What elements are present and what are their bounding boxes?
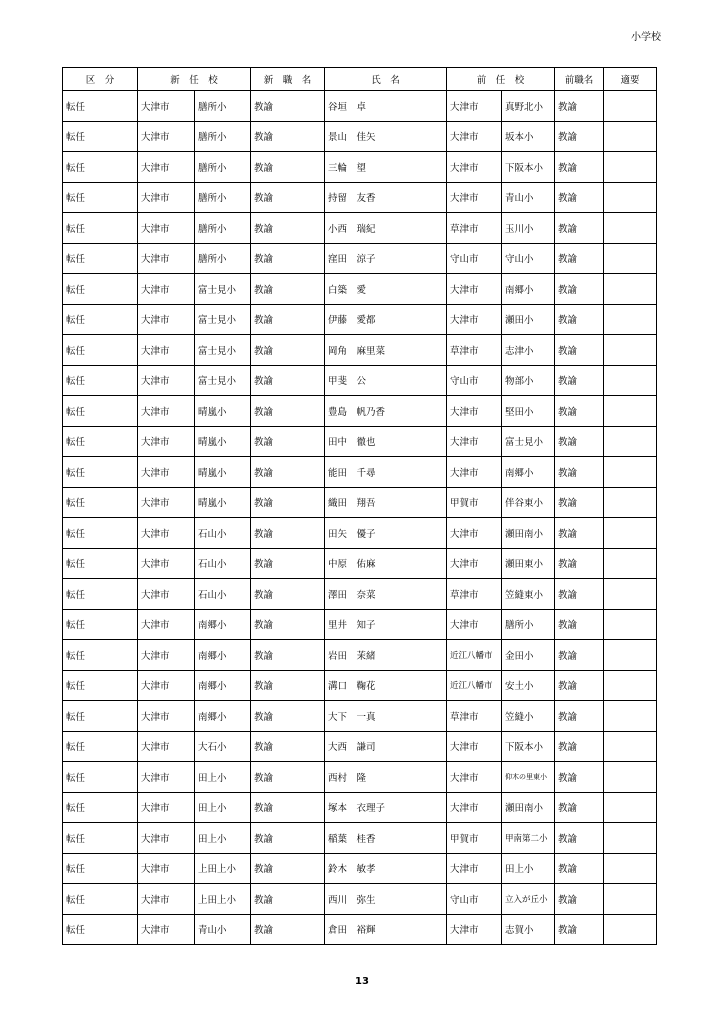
cell-prev-city: 大津市: [447, 396, 502, 427]
cell-category: 転任: [63, 335, 138, 366]
cell-new-position: 教諭: [251, 274, 325, 305]
table-row: [63, 121, 657, 152]
cell-category: 転任: [63, 243, 138, 274]
cell-category: 転任: [63, 182, 138, 213]
cell-new-position: 教諭: [251, 731, 325, 762]
cell-new-position: 教諭: [251, 762, 325, 793]
cell-remarks: [604, 914, 657, 945]
cell-new-position: 教諭: [251, 640, 325, 671]
cell-prev-school: 瀬田南小: [502, 792, 555, 823]
cell-new-school: 石山小: [195, 518, 251, 549]
cell-prev-position: 教諭: [555, 426, 604, 457]
cell-new-school: 南郷小: [195, 670, 251, 701]
table-row: [63, 792, 657, 823]
table-row: [63, 152, 657, 183]
cell-new-city: 大津市: [138, 884, 195, 915]
cell-name: 稲葉 桂香: [325, 823, 447, 854]
cell-prev-school: 青山小: [502, 182, 555, 213]
cell-prev-position: 教諭: [555, 91, 604, 122]
cell-prev-position: 教諭: [555, 121, 604, 152]
cell-prev-position: 教諭: [555, 335, 604, 366]
cell-name: 西村 隆: [325, 762, 447, 793]
cell-remarks: [604, 579, 657, 610]
cell-prev-school: 甲南第二小: [502, 823, 555, 854]
cell-prev-position: 教諭: [555, 731, 604, 762]
header-new-school: 新 任 校: [138, 68, 251, 91]
cell-new-city: 大津市: [138, 823, 195, 854]
cell-new-school: 大石小: [195, 731, 251, 762]
cell-new-school: 南郷小: [195, 701, 251, 732]
cell-new-school: 南郷小: [195, 640, 251, 671]
cell-new-position: 教諭: [251, 914, 325, 945]
cell-new-school: 上田上小: [195, 853, 251, 884]
cell-new-position: 教諭: [251, 518, 325, 549]
cell-prev-city: 大津市: [447, 304, 502, 335]
cell-name: 白築 愛: [325, 274, 447, 305]
cell-new-school: 上田上小: [195, 884, 251, 915]
cell-prev-city: 草津市: [447, 335, 502, 366]
cell-prev-city: 大津市: [447, 853, 502, 884]
cell-remarks: [604, 335, 657, 366]
cell-prev-city: 大津市: [447, 731, 502, 762]
header-prev-position: 前職名: [555, 68, 604, 91]
cell-prev-school: 物部小: [502, 365, 555, 396]
cell-new-school: 田上小: [195, 823, 251, 854]
cell-category: 転任: [63, 731, 138, 762]
cell-remarks: [604, 304, 657, 335]
cell-new-school: 富士見小: [195, 304, 251, 335]
cell-new-city: 大津市: [138, 518, 195, 549]
cell-name: 岩田 茉緒: [325, 640, 447, 671]
cell-category: 転任: [63, 670, 138, 701]
cell-prev-city: 大津市: [447, 762, 502, 793]
cell-new-city: 大津市: [138, 426, 195, 457]
cell-new-position: 教諭: [251, 304, 325, 335]
cell-new-city: 大津市: [138, 670, 195, 701]
cell-new-school: 膳所小: [195, 243, 251, 274]
cell-remarks: [604, 640, 657, 671]
cell-name: 里井 知子: [325, 609, 447, 640]
cell-category: 転任: [63, 640, 138, 671]
cell-new-city: 大津市: [138, 579, 195, 610]
cell-new-city: 大津市: [138, 457, 195, 488]
cell-new-position: 教諭: [251, 579, 325, 610]
cell-prev-school: 仰木の里東小: [502, 762, 555, 793]
cell-prev-city: 大津市: [447, 152, 502, 183]
cell-name: 中原 佑麻: [325, 548, 447, 579]
cell-new-school: 南郷小: [195, 609, 251, 640]
cell-prev-school: 笠縫東小: [502, 579, 555, 610]
cell-new-school: 晴嵐小: [195, 396, 251, 427]
table-row: [63, 670, 657, 701]
cell-prev-position: 教諭: [555, 884, 604, 915]
cell-new-school: 膳所小: [195, 121, 251, 152]
table-row: [63, 274, 657, 305]
cell-name: 大下 一真: [325, 701, 447, 732]
cell-name: 能田 千尋: [325, 457, 447, 488]
cell-prev-position: 教諭: [555, 701, 604, 732]
table-row: [63, 731, 657, 762]
cell-category: 転任: [63, 609, 138, 640]
personnel-table: [62, 67, 657, 945]
cell-category: 転任: [63, 487, 138, 518]
cell-prev-school: 堅田小: [502, 396, 555, 427]
cell-prev-city: 大津市: [447, 792, 502, 823]
cell-new-city: 大津市: [138, 274, 195, 305]
cell-name: 伊藤 愛都: [325, 304, 447, 335]
cell-prev-school: 守山小: [502, 243, 555, 274]
cell-new-position: 教諭: [251, 487, 325, 518]
cell-new-city: 大津市: [138, 213, 195, 244]
cell-new-city: 大津市: [138, 365, 195, 396]
cell-name: 谷垣 卓: [325, 91, 447, 122]
table-body: [63, 91, 657, 945]
cell-new-position: 教諭: [251, 182, 325, 213]
cell-name: 西川 弥生: [325, 884, 447, 915]
cell-prev-school: 真野北小: [502, 91, 555, 122]
cell-new-school: 田上小: [195, 792, 251, 823]
cell-new-city: 大津市: [138, 243, 195, 274]
cell-prev-position: 教諭: [555, 182, 604, 213]
cell-name: 鈴木 敏孝: [325, 853, 447, 884]
table-row: [63, 640, 657, 671]
cell-prev-position: 教諭: [555, 548, 604, 579]
cell-new-school: 膳所小: [195, 213, 251, 244]
cell-prev-city: 大津市: [447, 91, 502, 122]
cell-category: 転任: [63, 762, 138, 793]
cell-prev-position: 教諭: [555, 762, 604, 793]
cell-prev-school: 玉川小: [502, 213, 555, 244]
cell-new-school: 膳所小: [195, 182, 251, 213]
cell-remarks: [604, 365, 657, 396]
cell-new-position: 教諭: [251, 670, 325, 701]
cell-prev-position: 教諭: [555, 579, 604, 610]
cell-category: 転任: [63, 213, 138, 244]
cell-prev-position: 教諭: [555, 243, 604, 274]
cell-category: 転任: [63, 548, 138, 579]
cell-new-school: 石山小: [195, 548, 251, 579]
cell-name: 景山 佳矢: [325, 121, 447, 152]
cell-category: 転任: [63, 396, 138, 427]
cell-new-position: 教諭: [251, 335, 325, 366]
cell-prev-city: 大津市: [447, 457, 502, 488]
cell-new-school: 青山小: [195, 914, 251, 945]
cell-category: 転任: [63, 823, 138, 854]
cell-name: 小西 瑞紀: [325, 213, 447, 244]
cell-new-school: 田上小: [195, 762, 251, 793]
cell-remarks: [604, 121, 657, 152]
table-header-row: [63, 68, 657, 91]
cell-new-position: 教諭: [251, 792, 325, 823]
cell-new-position: 教諭: [251, 152, 325, 183]
cell-category: 転任: [63, 152, 138, 183]
cell-new-city: 大津市: [138, 335, 195, 366]
cell-remarks: [604, 91, 657, 122]
cell-category: 転任: [63, 518, 138, 549]
cell-new-position: 教諭: [251, 823, 325, 854]
cell-remarks: [604, 426, 657, 457]
cell-remarks: [604, 487, 657, 518]
cell-new-position: 教諭: [251, 91, 325, 122]
cell-new-position: 教諭: [251, 548, 325, 579]
cell-category: 転任: [63, 274, 138, 305]
cell-prev-position: 教諭: [555, 640, 604, 671]
cell-prev-school: 南郷小: [502, 274, 555, 305]
table-row: [63, 487, 657, 518]
header-category: 区 分: [63, 68, 138, 91]
cell-new-city: 大津市: [138, 640, 195, 671]
cell-prev-school: 瀬田南小: [502, 518, 555, 549]
cell-category: 転任: [63, 457, 138, 488]
cell-prev-position: 教諭: [555, 213, 604, 244]
header-new-position: 新 職 名: [251, 68, 325, 91]
table-row: [63, 91, 657, 122]
cell-prev-city: 甲賀市: [447, 823, 502, 854]
page-number: 13: [355, 976, 369, 987]
cell-prev-position: 教諭: [555, 914, 604, 945]
table-row: [63, 213, 657, 244]
table-row: [63, 457, 657, 488]
cell-new-city: 大津市: [138, 121, 195, 152]
cell-prev-school: 瀬田東小: [502, 548, 555, 579]
cell-category: 転任: [63, 426, 138, 457]
cell-remarks: [604, 731, 657, 762]
cell-prev-school: 南郷小: [502, 457, 555, 488]
cell-name: 岡角 麻里菜: [325, 335, 447, 366]
cell-name: 塚本 衣理子: [325, 792, 447, 823]
cell-prev-position: 教諭: [555, 304, 604, 335]
cell-new-position: 教諭: [251, 609, 325, 640]
cell-category: 転任: [63, 884, 138, 915]
cell-new-city: 大津市: [138, 731, 195, 762]
cell-remarks: [604, 670, 657, 701]
cell-name: 溝口 鞠花: [325, 670, 447, 701]
cell-prev-position: 教諭: [555, 853, 604, 884]
cell-prev-school: 安土小: [502, 670, 555, 701]
cell-prev-city: 甲賀市: [447, 487, 502, 518]
cell-prev-school: 坂本小: [502, 121, 555, 152]
cell-prev-city: 大津市: [447, 121, 502, 152]
cell-name: 甲斐 公: [325, 365, 447, 396]
header-remarks: 適要: [604, 68, 657, 91]
header-prev-school: 前 任 校: [447, 68, 555, 91]
table-row: [63, 579, 657, 610]
cell-new-school: 晴嵐小: [195, 426, 251, 457]
cell-prev-school: 伴谷東小: [502, 487, 555, 518]
school-type-label: 小学校: [631, 32, 661, 43]
cell-prev-school: 下阪本小: [502, 152, 555, 183]
cell-prev-position: 教諭: [555, 457, 604, 488]
cell-prev-school: 膳所小: [502, 609, 555, 640]
cell-prev-city: 大津市: [447, 518, 502, 549]
cell-remarks: [604, 243, 657, 274]
cell-prev-position: 教諭: [555, 670, 604, 701]
cell-prev-position: 教諭: [555, 792, 604, 823]
cell-new-city: 大津市: [138, 853, 195, 884]
cell-prev-position: 教諭: [555, 518, 604, 549]
cell-prev-school: 立入が丘小: [502, 884, 555, 915]
table-row: [63, 853, 657, 884]
cell-prev-position: 教諭: [555, 487, 604, 518]
cell-name: 豊島 帆乃香: [325, 396, 447, 427]
cell-new-school: 晴嵐小: [195, 457, 251, 488]
cell-prev-school: 笠縫小: [502, 701, 555, 732]
table-row: [63, 609, 657, 640]
cell-prev-school: 田上小: [502, 853, 555, 884]
cell-remarks: [604, 853, 657, 884]
cell-prev-school: 下阪本小: [502, 731, 555, 762]
cell-new-city: 大津市: [138, 396, 195, 427]
cell-new-position: 教諭: [251, 396, 325, 427]
cell-name: 大西 謙司: [325, 731, 447, 762]
cell-new-position: 教諭: [251, 701, 325, 732]
cell-prev-city: 守山市: [447, 365, 502, 396]
cell-prev-position: 教諭: [555, 365, 604, 396]
table-row: [63, 884, 657, 915]
cell-prev-position: 教諭: [555, 396, 604, 427]
cell-prev-school: 志賀小: [502, 914, 555, 945]
table-row: [63, 182, 657, 213]
cell-category: 転任: [63, 792, 138, 823]
cell-new-position: 教諭: [251, 853, 325, 884]
cell-remarks: [604, 701, 657, 732]
cell-remarks: [604, 396, 657, 427]
cell-remarks: [604, 182, 657, 213]
table-row: [63, 548, 657, 579]
cell-new-position: 教諭: [251, 457, 325, 488]
cell-category: 転任: [63, 701, 138, 732]
cell-category: 転任: [63, 365, 138, 396]
cell-new-school: 富士見小: [195, 335, 251, 366]
cell-name: 田矢 優子: [325, 518, 447, 549]
cell-new-school: 晴嵐小: [195, 487, 251, 518]
cell-prev-city: 大津市: [447, 182, 502, 213]
cell-prev-city: 大津市: [447, 426, 502, 457]
cell-category: 転任: [63, 304, 138, 335]
cell-new-school: 富士見小: [195, 274, 251, 305]
cell-new-position: 教諭: [251, 426, 325, 457]
cell-prev-city: 草津市: [447, 701, 502, 732]
table-row: [63, 518, 657, 549]
cell-prev-city: 近江八幡市: [447, 640, 502, 671]
cell-remarks: [604, 548, 657, 579]
header-name: 氏 名: [325, 68, 447, 91]
cell-remarks: [604, 823, 657, 854]
cell-new-city: 大津市: [138, 792, 195, 823]
cell-prev-city: 大津市: [447, 609, 502, 640]
cell-prev-city: 守山市: [447, 884, 502, 915]
cell-prev-city: 草津市: [447, 579, 502, 610]
cell-new-position: 教諭: [251, 213, 325, 244]
cell-prev-position: 教諭: [555, 823, 604, 854]
table-row: [63, 396, 657, 427]
cell-category: 転任: [63, 914, 138, 945]
cell-name: 窪田 涼子: [325, 243, 447, 274]
table-row: [63, 304, 657, 335]
cell-prev-school: 志津小: [502, 335, 555, 366]
cell-name: 三輪 望: [325, 152, 447, 183]
cell-remarks: [604, 792, 657, 823]
cell-new-position: 教諭: [251, 884, 325, 915]
cell-new-position: 教諭: [251, 121, 325, 152]
cell-new-school: 富士見小: [195, 365, 251, 396]
cell-prev-position: 教諭: [555, 274, 604, 305]
cell-name: 澤田 奈菜: [325, 579, 447, 610]
cell-new-city: 大津市: [138, 914, 195, 945]
cell-name: 倉田 裕輝: [325, 914, 447, 945]
cell-remarks: [604, 609, 657, 640]
table-row: [63, 701, 657, 732]
cell-prev-position: 教諭: [555, 609, 604, 640]
table-row: [63, 335, 657, 366]
cell-new-city: 大津市: [138, 487, 195, 518]
cell-remarks: [604, 884, 657, 915]
table-row: [63, 365, 657, 396]
cell-name: 織田 翔吾: [325, 487, 447, 518]
cell-remarks: [604, 274, 657, 305]
table-row: [63, 243, 657, 274]
cell-category: 転任: [63, 853, 138, 884]
cell-remarks: [604, 213, 657, 244]
cell-new-city: 大津市: [138, 152, 195, 183]
cell-new-city: 大津市: [138, 609, 195, 640]
cell-new-city: 大津市: [138, 762, 195, 793]
cell-prev-city: 草津市: [447, 213, 502, 244]
cell-name: 持留 友香: [325, 182, 447, 213]
cell-remarks: [604, 762, 657, 793]
cell-new-school: 石山小: [195, 579, 251, 610]
cell-name: 田中 徹也: [325, 426, 447, 457]
cell-new-position: 教諭: [251, 365, 325, 396]
cell-new-school: 膳所小: [195, 91, 251, 122]
table-row: [63, 914, 657, 945]
cell-category: 転任: [63, 579, 138, 610]
cell-prev-city: 大津市: [447, 914, 502, 945]
cell-prev-city: 近江八幡市: [447, 670, 502, 701]
cell-prev-city: 大津市: [447, 548, 502, 579]
cell-prev-school: 金田小: [502, 640, 555, 671]
cell-new-city: 大津市: [138, 182, 195, 213]
table-row: [63, 762, 657, 793]
cell-prev-position: 教諭: [555, 152, 604, 183]
cell-new-city: 大津市: [138, 304, 195, 335]
cell-remarks: [604, 152, 657, 183]
table-row: [63, 426, 657, 457]
cell-category: 転任: [63, 121, 138, 152]
cell-new-city: 大津市: [138, 91, 195, 122]
cell-prev-school: 富士見小: [502, 426, 555, 457]
cell-new-position: 教諭: [251, 243, 325, 274]
cell-new-city: 大津市: [138, 701, 195, 732]
table-row: [63, 823, 657, 854]
cell-new-city: 大津市: [138, 548, 195, 579]
cell-prev-school: 瀬田小: [502, 304, 555, 335]
cell-remarks: [604, 518, 657, 549]
cell-remarks: [604, 457, 657, 488]
cell-prev-city: 守山市: [447, 243, 502, 274]
cell-new-school: 膳所小: [195, 152, 251, 183]
cell-category: 転任: [63, 91, 138, 122]
cell-prev-city: 大津市: [447, 274, 502, 305]
